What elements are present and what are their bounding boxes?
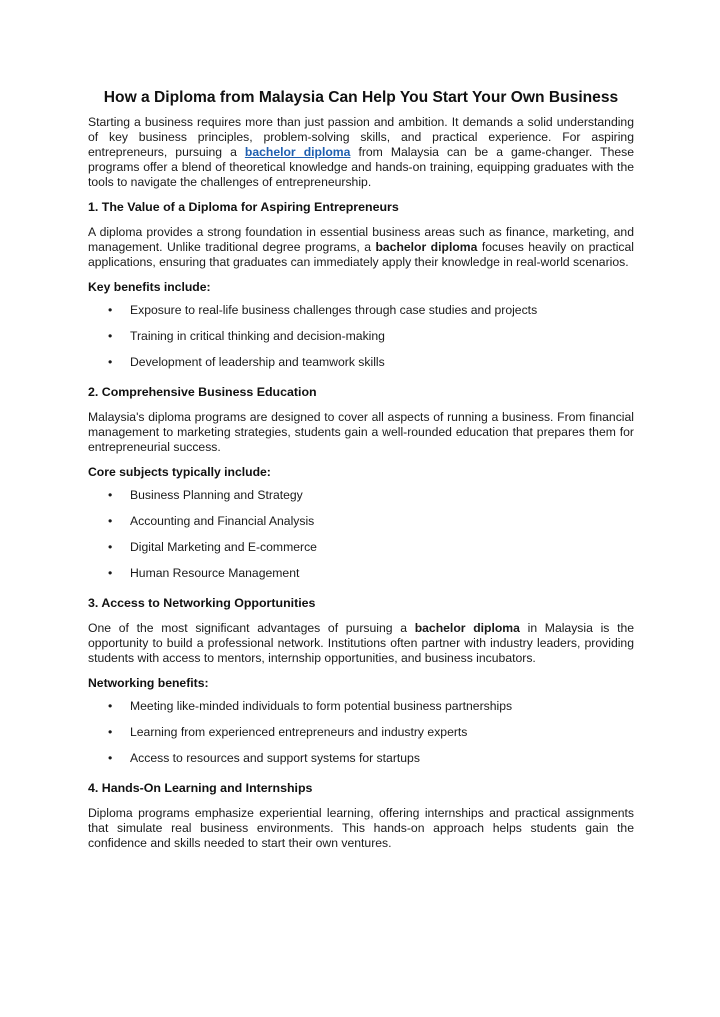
list-item-text: Development of leadership and teamwork skills	[130, 355, 385, 369]
section1-bullet-list	[88, 303, 634, 381]
list-item-text: Digital Marketing and E-commerce	[130, 540, 317, 554]
list-item-text: Access to resources and support systems for startups	[130, 751, 420, 765]
bachelor-diploma-link[interactable]: bachelor diploma	[244, 145, 351, 159]
intro-paragraph	[88, 115, 634, 190]
intro-text-after: from Malaysia can be a game-changer. These programs offer a blend of theoretical knowledge and hands-on training, equipping graduates with the tools to navigate the challenges of entrepreneurship.	[88, 145, 634, 189]
bullet-icon: •	[108, 488, 113, 502]
section2-bullet-list	[88, 488, 634, 592]
bullet-icon: •	[108, 514, 113, 528]
section3-text-before: One of the most significant advantages of pursuing a	[88, 621, 415, 635]
bullet-icon: •	[108, 725, 113, 739]
section2-paragraph: Malaysia's diploma programs are designed to cover all aspects of running a business. From financial management to marketing strategies, students gain a well-rounded education that prepares them for entrepreneurial success.	[88, 410, 634, 454]
list-item	[88, 488, 634, 514]
list-item	[88, 355, 634, 381]
section3-heading: 3. Access to Networking Opportunities	[88, 596, 316, 610]
list-item	[88, 329, 634, 355]
bullet-icon: •	[108, 751, 113, 765]
bullet-icon: •	[108, 540, 113, 554]
section2-subheading: Core subjects typically include:	[88, 465, 271, 479]
list-item-text: Learning from experienced entrepreneurs and industry experts	[130, 725, 468, 739]
section3-subheading: Networking benefits:	[88, 676, 209, 690]
list-item-text: Human Resource Management	[130, 566, 300, 580]
list-item	[88, 725, 634, 751]
section3-text-after: in Malaysia is the opportunity to build a professional network. Institutions often partner with industry leaders, providing students with access to mentors, internship opportunities, and business incubators.	[88, 621, 635, 665]
list-item	[88, 566, 634, 592]
list-item	[88, 540, 634, 566]
section4-heading: 4. Hands-On Learning and Internships	[88, 781, 313, 795]
section4-paragraph: Diploma programs emphasize experiential learning, offering internships and practical assignments that simulate real business environments. This hands-on approach helps students gain the confidence and skills needed to start their own ventures.	[88, 806, 634, 850]
list-item-text: Accounting and Financial Analysis	[130, 514, 315, 528]
section1-text-before: A diploma provides a strong foundation in essential business areas such as finance, marketing, and management. Unlike traditional degree programs, a	[88, 225, 634, 254]
list-item-text: Exposure to real-life business challenges through case studies and projects	[130, 303, 538, 317]
intro-text-before: Starting a business requires more than just passion and ambition. It demands a solid understanding of key business principles, problem-solving skills, and practical experience. For aspiring entrepreneurs, pursuing a	[88, 115, 634, 159]
bullet-icon: •	[108, 303, 113, 317]
section1-bold-term: bachelor diploma	[375, 240, 478, 254]
list-item	[88, 514, 634, 540]
list-item	[88, 699, 634, 725]
list-item	[88, 303, 634, 329]
list-item-text: Training in critical thinking and decision-making	[130, 329, 385, 343]
section1-paragraph	[88, 225, 634, 270]
section1-text-after: focuses heavily on practical applications, ensuring that graduates can immediately apply their knowledge in real-world scenarios.	[88, 240, 635, 269]
section1-heading: 1. The Value of a Diploma for Aspiring Entrepreneurs	[88, 200, 399, 214]
section3-bullet-list	[88, 699, 634, 777]
list-item-text: Business Planning and Strategy	[130, 488, 303, 502]
list-item-text: Meeting like-minded individuals to form potential business partnerships	[130, 699, 513, 713]
section3-bold-term: bachelor diploma	[414, 621, 520, 635]
page-title: How a Diploma from Malaysia Can Help You Start Your Own Business	[103, 89, 619, 106]
section3-paragraph	[88, 621, 634, 666]
section2-heading: 2. Comprehensive Business Education	[88, 385, 317, 399]
bullet-icon: •	[108, 329, 113, 343]
section1-subheading: Key benefits include:	[88, 280, 211, 294]
bullet-icon: •	[108, 566, 113, 580]
bullet-icon: •	[108, 699, 113, 713]
bullet-icon: •	[108, 355, 113, 369]
list-item	[88, 751, 634, 777]
